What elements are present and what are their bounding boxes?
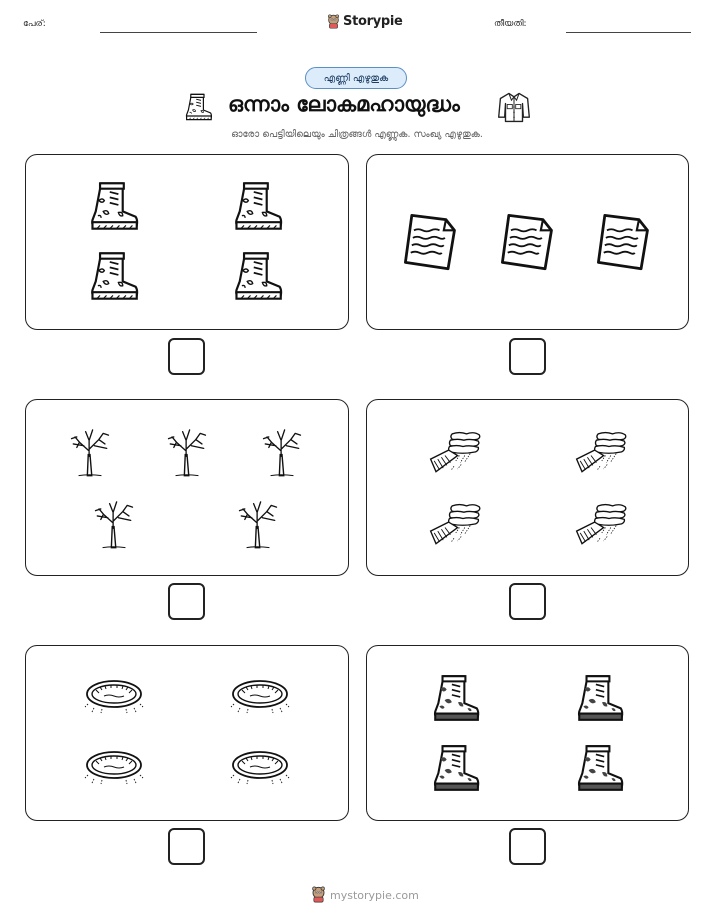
boot-icon xyxy=(230,249,284,303)
footer-url[interactable]: mystorypie.com xyxy=(330,889,419,902)
sandbag-trench-icon xyxy=(573,500,627,546)
camo-boot-icon xyxy=(429,672,481,724)
counting-panel-6 xyxy=(366,645,689,821)
counting-panel-4 xyxy=(366,399,689,576)
sandbag-trench-icon xyxy=(573,428,627,474)
document-icon xyxy=(496,209,560,273)
bare-tree-icon xyxy=(260,424,304,478)
activity-badge: എണ്ണി എഴുതുക xyxy=(305,67,407,89)
jacket-icon xyxy=(497,90,531,124)
crater-icon xyxy=(230,678,290,714)
sandbag-trench-icon xyxy=(427,500,481,546)
counting-panel-3 xyxy=(25,399,349,576)
footer xyxy=(0,886,714,906)
mascot-icon xyxy=(310,886,327,903)
crater-icon xyxy=(230,749,290,785)
camo-boot-icon xyxy=(429,742,481,794)
boot-icon xyxy=(230,179,284,233)
name-line[interactable] xyxy=(100,32,257,33)
counting-panel-1 xyxy=(25,154,349,330)
date-line[interactable] xyxy=(566,32,691,33)
answer-box-2[interactable] xyxy=(509,338,546,375)
bare-tree-icon xyxy=(165,424,209,478)
page-title: ഒന്നാം ലോകമഹായുദ്ധം xyxy=(228,92,460,116)
bare-tree-icon xyxy=(236,496,280,550)
camo-boot-icon xyxy=(573,672,625,724)
counting-panel-2 xyxy=(366,154,689,330)
instructions: ഓരോ പെട്ടിയിലെയും ചിത്രങ്ങൾ എണ്ണുക. സംഖ്യ എഴുതുക. xyxy=(231,129,483,140)
document-icon xyxy=(592,209,656,273)
date-label: തീയതി: xyxy=(494,19,527,29)
crater-icon xyxy=(84,678,144,714)
boot-icon xyxy=(86,249,140,303)
document-icon xyxy=(399,209,463,273)
boot-icon xyxy=(86,179,140,233)
answer-box-1[interactable] xyxy=(168,338,205,375)
title-row xyxy=(0,90,714,122)
answer-box-5[interactable] xyxy=(168,828,205,865)
crater-icon xyxy=(84,749,144,785)
answer-box-4[interactable] xyxy=(509,583,546,620)
worksheet-header xyxy=(0,12,714,36)
boot-icon xyxy=(183,92,213,122)
counting-panel-5 xyxy=(25,645,349,821)
brand-logo xyxy=(326,14,403,29)
bare-tree-icon xyxy=(68,424,112,478)
bare-tree-icon xyxy=(92,496,136,550)
brand-name: Storypie xyxy=(343,14,403,29)
camo-boot-icon xyxy=(573,742,625,794)
mascot-icon xyxy=(326,14,341,29)
answer-box-6[interactable] xyxy=(509,828,546,865)
answer-box-3[interactable] xyxy=(168,583,205,620)
sandbag-trench-icon xyxy=(427,428,481,474)
name-label: പേര്: xyxy=(23,19,46,29)
